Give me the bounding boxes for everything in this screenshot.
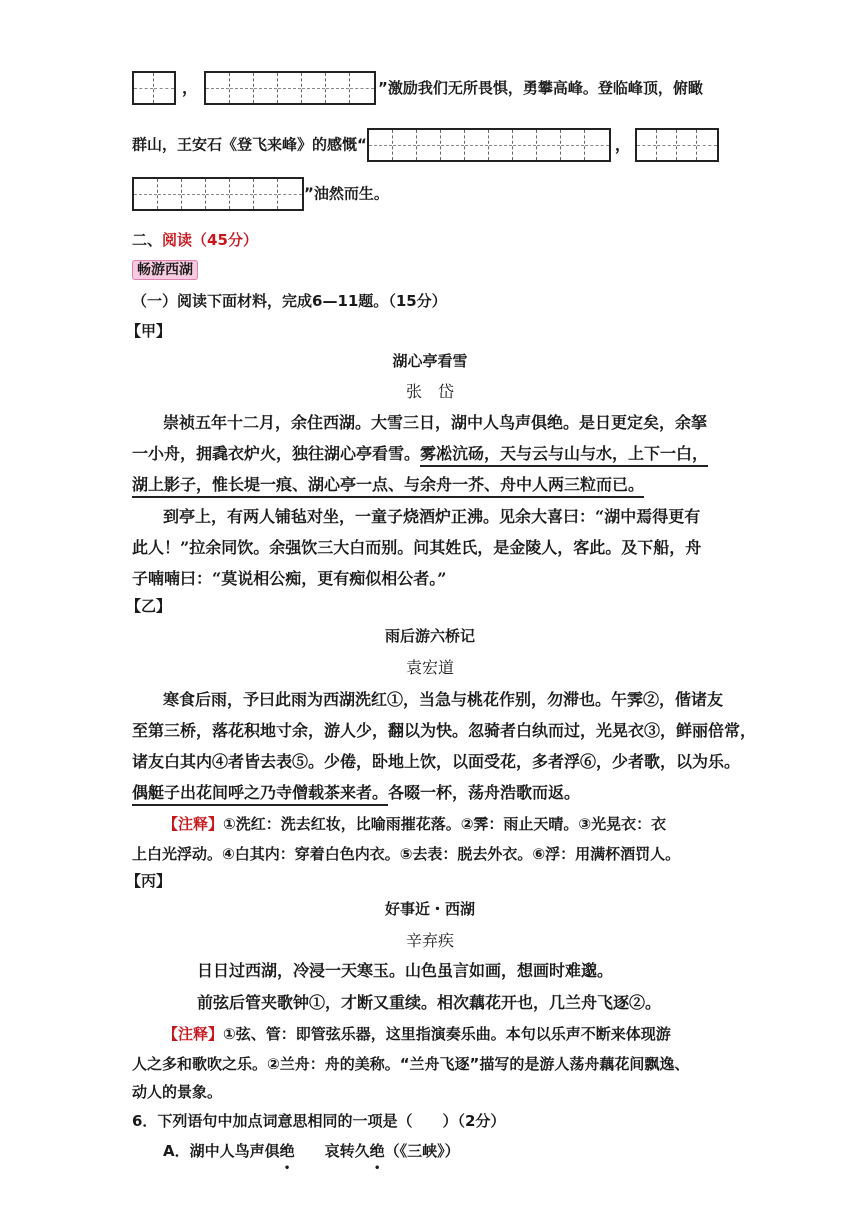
comma: ，: [182, 77, 199, 97]
answer-box-5[interactable]: [132, 177, 304, 211]
label-jia: 【甲】: [126, 322, 172, 340]
yi-line-4: [132, 780, 580, 803]
yi-note-1-text: ①洗红：洗去红妆，比喻雨摧花落。②霁：雨止天晴。③光晃衣：衣: [223, 815, 667, 833]
bing-line-1: 日日过西湖，冷浸一天寒玉。山色虽言如画，想画时难邈。: [197, 961, 614, 980]
question-6-option-a[interactable]: [163, 1140, 460, 1161]
answer-box-1[interactable]: [132, 71, 176, 105]
jia-line-6: 子喃喃曰：“莫说相公痴，更有痴似相公者。”: [132, 569, 447, 588]
answer-box-2[interactable]: [204, 71, 376, 105]
yi-note-2: 上白光浮动。④白其内：穿着白色内衣。⑤去表：脱去外衣。⑥浮：用满杯酒罚人。: [132, 845, 681, 863]
yi-line-1: 寒食后雨，予曰此雨为西湖洗红①，当急与桃花作别，勿滞也。午霁②，偕诸友: [163, 690, 724, 709]
yi-title: 雨后游六桥记: [384, 627, 475, 645]
answer-box-3[interactable]: [367, 128, 611, 162]
section-score: （45分）: [192, 231, 258, 249]
option-a-phrase-1: 湖中人鸟声俱: [189, 1142, 280, 1160]
fill-line-3-text: ”油然而生。: [304, 184, 389, 203]
label-yi: 【乙】: [126, 597, 172, 615]
option-a-label: A．: [163, 1142, 190, 1160]
bing-note-1-text: ①弦、管：即管弦乐器，这里指演奏乐曲。本句以乐声不断来体现游: [223, 1025, 671, 1043]
comma-2: ，: [614, 134, 631, 154]
topic-tag: 畅游西湖: [132, 260, 198, 280]
yi-line-3: 诸友白其内④者皆去表⑤。少倦，卧地上饮，以面受花，多者浮⑥，少者歌，以为乐。: [132, 752, 741, 771]
fill-line-2-text: 群山，王安石《登飞来峰》的感慨“: [132, 135, 367, 154]
yi-author: 袁宏道: [405, 658, 454, 677]
jia-line-2: [132, 441, 708, 464]
jia-line-2a: 一小舟，拥毳衣炉火，独往湖心亭看雪。: [132, 444, 421, 463]
topic-tag-wrap: [132, 259, 198, 279]
bing-note-1: [163, 1023, 671, 1044]
option-a-dotted-word-1: 绝: [279, 1142, 295, 1160]
jia-line-4: 到亭上，有两人铺毡对坐，一童子烧酒炉正沸。见余大喜曰：“湖中焉得更有: [163, 507, 701, 526]
option-a-dotted-word-2: 绝: [369, 1142, 385, 1160]
fill-line-1: [132, 71, 703, 105]
jia-author: 张 岱: [405, 382, 454, 401]
yi-note-1: [163, 813, 666, 834]
jia-line-3: [132, 472, 644, 495]
part1-instruction: （一）阅读下面材料，完成6—11题。（15分）: [132, 292, 447, 310]
yi-line-2: 至第三桥，落花积地寸余，游人少，翻以为快。忽骑者白纨而过，光晃衣③，鲜丽倍常，: [132, 721, 757, 740]
fill-line-3: [132, 177, 389, 211]
yi-underline: 偶艇子出花间呼之乃寺僧载茶来者。: [132, 783, 388, 806]
bing-title: 好事近・西湖: [384, 900, 475, 918]
bing-author: 辛弃疾: [405, 931, 454, 950]
section-heading: [132, 229, 258, 250]
section-prefix: 二、: [132, 231, 163, 249]
jia-title: 湖心亭看雪: [392, 352, 468, 370]
option-a-phrase-2: 哀转久: [324, 1142, 370, 1160]
bing-note-label: 【注释】: [163, 1025, 224, 1043]
fill-line-1-text: ”激励我们无所畏惧，勇攀高峰。登临峰顶，俯瞰: [378, 78, 703, 97]
jia-underline-2: 湖上影子，惟长堤一痕、湖心亭一点、与余舟一芥、舟中人两三粒而已。: [132, 475, 644, 498]
section-title: 阅读: [162, 231, 193, 249]
bing-note-2: 人之多和歌吹之乐。②兰舟：舟的美称。“兰舟飞逐”描写的是游人荡舟藕花间飘逸、: [132, 1055, 690, 1073]
bing-line-2: 前弦后管夹歌钟①，才断又重续。相次藕花开也，几兰舟飞逐②。: [197, 993, 662, 1012]
option-a-source: （《三峡》）: [384, 1142, 460, 1160]
jia-underline-1: 雾凇沆砀，天与云与山与水，上下一白，: [420, 444, 708, 467]
answer-box-4[interactable]: [635, 128, 719, 162]
yi-line-4b: 各啜一杯，荡舟浩歌而返。: [388, 783, 581, 802]
question-6-stem: 6．下列语句中加点词意思相同的一项是（ ）（2分）: [132, 1112, 506, 1130]
fill-line-2: [132, 128, 719, 162]
label-bing: 【丙】: [126, 872, 172, 890]
yi-note-label: 【注释】: [163, 815, 224, 833]
jia-line-5: 此人！”拉余同饮。余强饮三大白而别。问其姓氏，是金陵人，客此。及下船，舟: [132, 538, 702, 557]
bing-note-3: 动人的景象。: [132, 1083, 223, 1101]
jia-line-1: 崇祯五年十二月，余住西湖。大雪三日，湖中人鸟声俱绝。是日更定矣，余拏: [163, 413, 708, 432]
